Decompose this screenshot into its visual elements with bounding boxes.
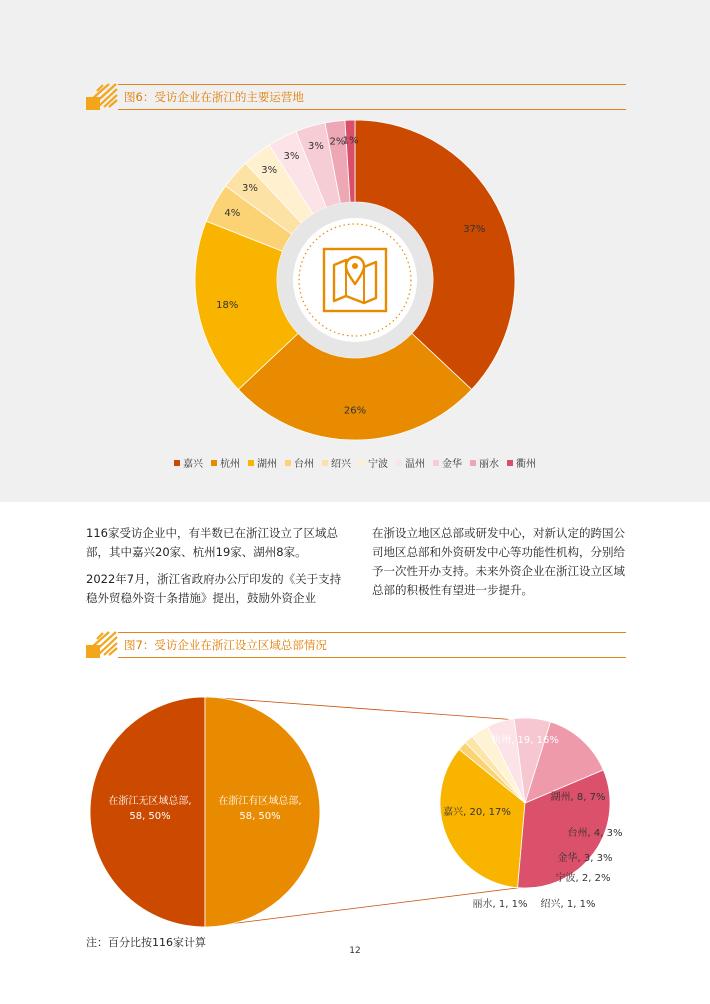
legend-swatch: [470, 460, 476, 466]
striped-square-icon: [84, 630, 118, 660]
figure6-legend: [0, 455, 710, 470]
main-pie-label: 在浙江无区域总部,: [108, 796, 192, 807]
legend-item: [396, 455, 425, 470]
header-rule-top: [118, 84, 626, 85]
figure6-header: [84, 82, 626, 112]
legend-swatch: [359, 460, 365, 466]
figure6-title: 图6：受访企业在浙江的主要运营地: [124, 90, 304, 104]
detail-pie-label: 嘉兴, 20, 17%: [443, 807, 511, 818]
donut-slice-label: 3%: [308, 141, 324, 153]
donut-slice-label: 18%: [216, 299, 239, 311]
legend-item: [433, 455, 462, 470]
page-number: 12: [349, 946, 361, 956]
detail-pie-label: 丽水, 1, 1%: [472, 899, 528, 910]
legend-label: 温州: [405, 459, 425, 470]
donut-slice-label: 1%: [342, 135, 359, 147]
main-pie-label: 在浙江有区域总部,: [218, 796, 302, 807]
donut-slice-label: 3%: [242, 182, 258, 194]
body-paragraph: 116家受访企业中，有半数已在浙江设立了区域总部，其中嘉兴20家、杭州19家、湖州8家。: [86, 526, 338, 559]
legend-swatch: [174, 460, 180, 466]
donut-slice-label: 2%: [329, 136, 346, 148]
header-rule-bottom: [118, 657, 626, 658]
legend-label: 嘉兴: [183, 459, 203, 470]
figure7-header: [84, 630, 626, 660]
header-rule-top: [118, 632, 626, 633]
detail-pie-label: 宁波, 2, 2%: [555, 873, 611, 884]
legend-swatch: [211, 460, 217, 466]
legend-label: 杭州: [220, 459, 240, 470]
legend-item: [285, 455, 314, 470]
legend-label: 金华: [442, 459, 462, 470]
legend-item: [174, 455, 203, 470]
figure7-title: 图7：受访企业在浙江设立区域总部情况: [124, 638, 327, 652]
legend-label: 丽水: [479, 459, 499, 470]
legend-label: 宁波: [368, 459, 388, 470]
body-paragraph: 2022年7月，浙江省政府办公厅印发的《关于支持稳外贸稳外资十条措施》提出，鼓励外资企业: [86, 572, 342, 605]
donut-slice-label: 3%: [261, 164, 278, 176]
donut-slice-label: 3%: [283, 150, 300, 162]
legend-item: [507, 455, 536, 470]
legend-label: 绍兴: [331, 459, 351, 470]
striped-square-icon: [84, 82, 118, 112]
main-pie-value-label: 58, 50%: [129, 811, 171, 822]
figure7-pie-of-pie-chart: [0, 670, 710, 930]
legend-swatch: [507, 460, 513, 466]
legend-swatch: [433, 460, 439, 466]
body-paragraph: 在浙设立地区总部或研发中心，对新认定的跨国公司地区总部和外资研发中心等功能性机构，分别给予一次性开办支持。未来外资企业在浙江设立区域总部的积极性有望进一步提升。: [372, 526, 625, 597]
legend-swatch: [396, 460, 402, 466]
legend-label: 台州: [294, 459, 314, 470]
detail-pie-label: 湖州, 8, 7%: [550, 792, 606, 803]
footnote: 注：百分比按116家计算: [86, 936, 206, 949]
legend-label: 湖州: [257, 459, 277, 470]
legend-swatch: [285, 460, 291, 466]
legend-item: [248, 455, 277, 470]
legend-label: 衢州: [516, 459, 536, 470]
legend-item: [359, 455, 388, 470]
detail-pie-label: 台州, 4, 3%: [567, 828, 623, 839]
header-rule-bottom: [118, 109, 626, 110]
legend-item: [322, 455, 351, 470]
detail-pie-label: 杭州, 19, 16%: [491, 735, 559, 746]
donut-slice-label: 4%: [224, 208, 241, 220]
detail-pie-label: 绍兴, 1, 1%: [540, 899, 596, 910]
legend-swatch: [248, 460, 254, 466]
detail-pie-label: 金华, 3, 3%: [557, 853, 613, 864]
body-column-left: [86, 524, 342, 616]
legend-item: [470, 455, 499, 470]
legend-swatch: [322, 460, 328, 466]
legend-item: [211, 455, 240, 470]
main-pie-value-label: 58, 50%: [239, 811, 281, 822]
body-column-right: [372, 524, 628, 608]
figure6-donut-chart: [0, 120, 710, 460]
donut-slice-label: 26%: [343, 405, 367, 417]
donut-slice-label: 37%: [463, 223, 486, 235]
